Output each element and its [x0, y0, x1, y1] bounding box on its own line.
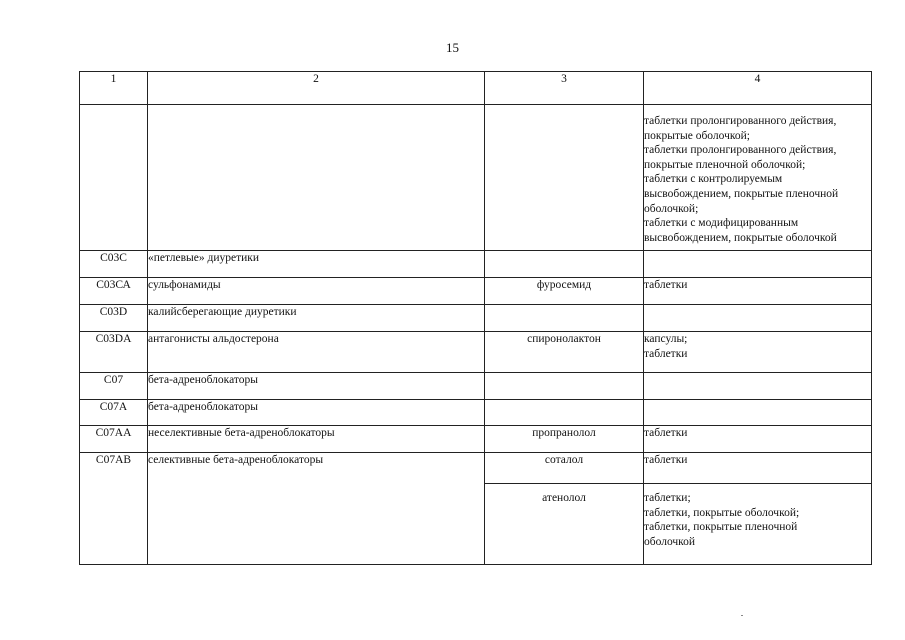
atc-code: С03С — [80, 251, 148, 278]
substance-name — [485, 251, 644, 278]
header-cell: 1 — [80, 72, 148, 105]
dosage-form-line: покрытые оболочкой; — [644, 129, 750, 142]
table-row — [80, 251, 872, 278]
dosage-forms — [644, 373, 872, 400]
substance-name: спиронолактон — [485, 332, 644, 373]
atc-code: С07А — [80, 400, 148, 426]
table-row — [80, 105, 872, 251]
group-name: бета-адреноблокаторы — [148, 373, 485, 400]
atc-code: С07АВ — [80, 453, 148, 565]
dosage-forms — [644, 484, 872, 565]
group-name: сульфонамиды — [148, 278, 485, 305]
substance-name: атенолол — [485, 484, 644, 565]
dosage-form-line: таблетки — [644, 279, 688, 291]
group-name: селективные бета-адреноблокаторы — [148, 453, 485, 565]
header-cell: 2 — [148, 72, 485, 105]
group-name: бета-адреноблокаторы — [148, 400, 485, 426]
group-name: калийсберегающие диуретики — [148, 305, 485, 332]
atc-code: С07АА — [80, 426, 148, 453]
dosage-form-line: таблетки; — [644, 492, 691, 504]
group-name: антагонисты альдостерона — [148, 332, 485, 373]
substance-name — [485, 400, 644, 426]
dosage-form-line: капсулы; — [644, 333, 688, 345]
scan-speck — [741, 615, 743, 616]
atc-code: С07 — [80, 373, 148, 400]
dosage-form-line: оболочкой — [644, 535, 696, 548]
atc-code — [80, 105, 148, 251]
table-row — [80, 400, 872, 426]
dosage-form-line: таблетки пролонгированного действия, — [644, 144, 837, 157]
dosage-form-line: таблетки — [644, 427, 688, 439]
table-row — [80, 278, 872, 305]
dosage-form-line: таблетки с модифицированным — [644, 217, 799, 230]
table-row — [80, 426, 872, 453]
substance-name: соталол — [485, 453, 644, 484]
drug-table — [79, 71, 872, 565]
dosage-forms — [644, 332, 872, 373]
substance-name — [485, 305, 644, 332]
dosage-form-line: таблетки — [644, 347, 688, 360]
table-row — [80, 373, 872, 400]
substance-name: фуросемид — [485, 278, 644, 305]
group-name — [148, 105, 485, 251]
dosage-forms — [644, 426, 872, 453]
dosage-form-line: высвобождением, покрытые оболочкой — [644, 231, 837, 244]
header-cell: 3 — [485, 72, 644, 105]
atc-code: С03DA — [80, 332, 148, 373]
dosage-form-line: высвобождением, покрытые пленочной — [644, 187, 839, 200]
dosage-form-line: покрытые пленочной оболочкой; — [644, 158, 806, 171]
atc-code: С03D — [80, 305, 148, 332]
dosage-forms — [644, 400, 872, 426]
substance-name — [485, 105, 644, 251]
table-row — [80, 453, 872, 484]
dosage-forms — [644, 105, 872, 251]
substance-name: пропранолол — [485, 426, 644, 453]
page-number: 15 — [446, 40, 459, 55]
dosage-form-line: оболочкой; — [644, 202, 699, 215]
atc-code: С03СА — [80, 278, 148, 305]
dosage-form-line: таблетки с контролируемым — [644, 173, 783, 186]
dosage-form-line: таблетки, покрытые оболочкой; — [644, 506, 800, 519]
dosage-form-line: таблетки пролонгированного действия, — [644, 115, 837, 127]
dosage-form-line: таблетки, покрытые пленочной — [644, 521, 798, 534]
table-row — [80, 305, 872, 332]
dosage-form-line: таблетки — [644, 454, 688, 466]
table-row — [80, 332, 872, 373]
header-cell: 4 — [644, 72, 872, 105]
group-name: «петлевые» диуретики — [148, 251, 485, 278]
dosage-forms — [644, 453, 872, 484]
dosage-forms — [644, 251, 872, 278]
header-row — [80, 72, 872, 105]
dosage-forms — [644, 278, 872, 305]
substance-name — [485, 373, 644, 400]
group-name: неселективные бета-адреноблокаторы — [148, 426, 485, 453]
dosage-forms — [644, 305, 872, 332]
